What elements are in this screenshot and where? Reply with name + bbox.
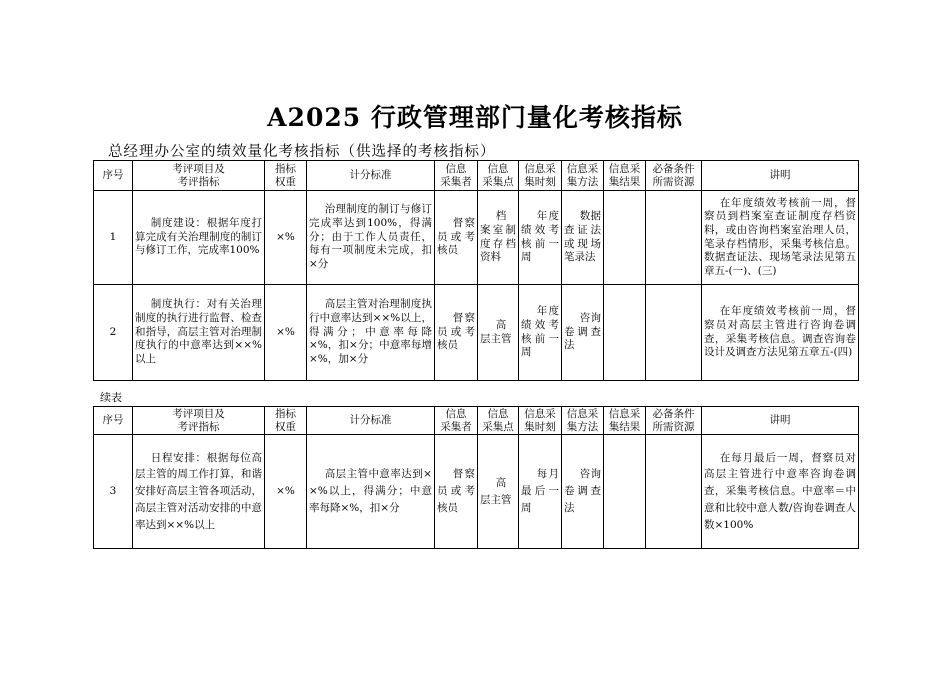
header-scoring: 计分标准	[307, 161, 435, 191]
cell-method: 数据查证法或现场笔录法	[562, 191, 604, 285]
cell-item: 日程安排：根据每位高层主管的周工作打算，和谐安排好高层主管各项活动，高层主管对活动安排的中意率达到××%以上	[133, 435, 265, 549]
cell-point: 档案室制度存档资料	[478, 191, 519, 285]
header-time: 信息采 集时刻	[519, 407, 562, 435]
header-result: 信息采 集结果	[604, 407, 646, 435]
cell-point: 高层主管	[478, 285, 519, 381]
table-header-row	[94, 161, 859, 191]
cell-collector: 督察员或考核员	[435, 435, 478, 549]
kpi-table-main	[93, 160, 859, 381]
cell-method: 咨询卷调查法	[562, 285, 604, 381]
header-result: 信息采 集结果	[604, 161, 646, 191]
header-resources: 必备条件 所需资源	[646, 407, 702, 435]
cell-scoring: 高层主管中意率达到××%以上，得满分；中意率每降×%，扣×分	[307, 435, 435, 549]
cell-point: 高层主管	[478, 435, 519, 549]
header-scoring: 计分标准	[307, 407, 435, 435]
header-method: 信息采 集方法	[562, 407, 604, 435]
cell-weight: ×%	[265, 191, 307, 285]
header-seq: 序号	[94, 161, 133, 191]
kpi-table-continued	[93, 406, 859, 549]
header-collector: 信息 采集者	[435, 407, 478, 435]
table-row	[94, 285, 859, 381]
page-title: A2025 行政管理部门量化考核指标	[267, 103, 683, 132]
cell-item: 制度执行：对有关治理制度的执行进行监督、检查和指导，高层主管对治理制度执行的中意率达到××%以上	[133, 285, 265, 381]
cell-resources	[646, 435, 702, 549]
header-seq: 序号	[94, 407, 133, 435]
header-collector: 信息 采集者	[435, 161, 478, 191]
header-resources: 必备条件 所需资源	[646, 161, 702, 191]
cell-collector: 督察员或考核员	[435, 285, 478, 381]
header-time: 信息采 集时刻	[519, 161, 562, 191]
cell-result	[604, 191, 646, 285]
header-point: 信息 采集点	[478, 407, 519, 435]
cell-resources	[646, 191, 702, 285]
header-item: 考评项目及 考评指标	[133, 407, 265, 435]
header-notes: 讲明	[702, 161, 859, 191]
cell-time: 年度绩效考核前一周	[519, 285, 562, 381]
cell-weight: ×%	[265, 435, 307, 549]
cell-notes: 在年度绩效考核前一周，督察员对高层主管进行咨询卷调查，采集考核信息。调查咨询卷设计及调查方法见第五章五-(四)	[702, 285, 859, 381]
cell-resources	[646, 285, 702, 381]
header-method: 信息采 集方法	[562, 161, 604, 191]
table-row	[94, 191, 859, 285]
cell-item: 制度建设：根据年度打算完成有关治理制度的制订与修订工作，完成率100%	[133, 191, 265, 285]
cell-seq: 1	[94, 191, 133, 285]
cell-scoring: 高层主管对治理制度执行中意率达到××%以上，得满分；中意率每降×%，扣×分；中意率每增×%，加×分	[307, 285, 435, 381]
cell-weight: ×%	[265, 285, 307, 381]
header-weight: 指标 权重	[265, 161, 307, 191]
cell-scoring: 治理制度的制订与修订完成率达到100%，得满分；由于工作人员责任，每有一项制度未完成，扣×分	[307, 191, 435, 285]
cell-notes: 在年度绩效考核前一周，督察员到档案室查证制度存档资料，或由咨询档案室治理人员，笔录存档情形，采集考核信息。数据查证法、现场笔录法见第五章五-(一)、(三)	[702, 191, 859, 285]
continued-label: 续表	[100, 391, 122, 404]
header-point: 信息 采集点	[478, 161, 519, 191]
table-row	[94, 435, 859, 549]
cell-result	[604, 435, 646, 549]
header-item: 考评项目及 考评指标	[133, 161, 265, 191]
cell-time: 年度绩效考核前一周	[519, 191, 562, 285]
cell-collector: 督察员或考核员	[435, 191, 478, 285]
header-weight: 指标 权重	[265, 407, 307, 435]
cell-seq: 2	[94, 285, 133, 381]
cell-notes: 在每月最后一周，督察员对高层主管进行中意率咨询卷调查，采集考核信息。中意率＝中意和比较中意人数/咨询卷调查人数×100%	[702, 435, 859, 549]
cell-seq: 3	[94, 435, 133, 549]
table-header-row	[94, 407, 859, 435]
cell-result	[604, 285, 646, 381]
cell-time: 每月最后一周	[519, 435, 562, 549]
header-notes: 讲明	[702, 407, 859, 435]
table-subtitle: 总经理办公室的绩效量化考核指标（供选择的考核指标）	[108, 144, 496, 160]
cell-method: 咨询卷调查法	[562, 435, 604, 549]
